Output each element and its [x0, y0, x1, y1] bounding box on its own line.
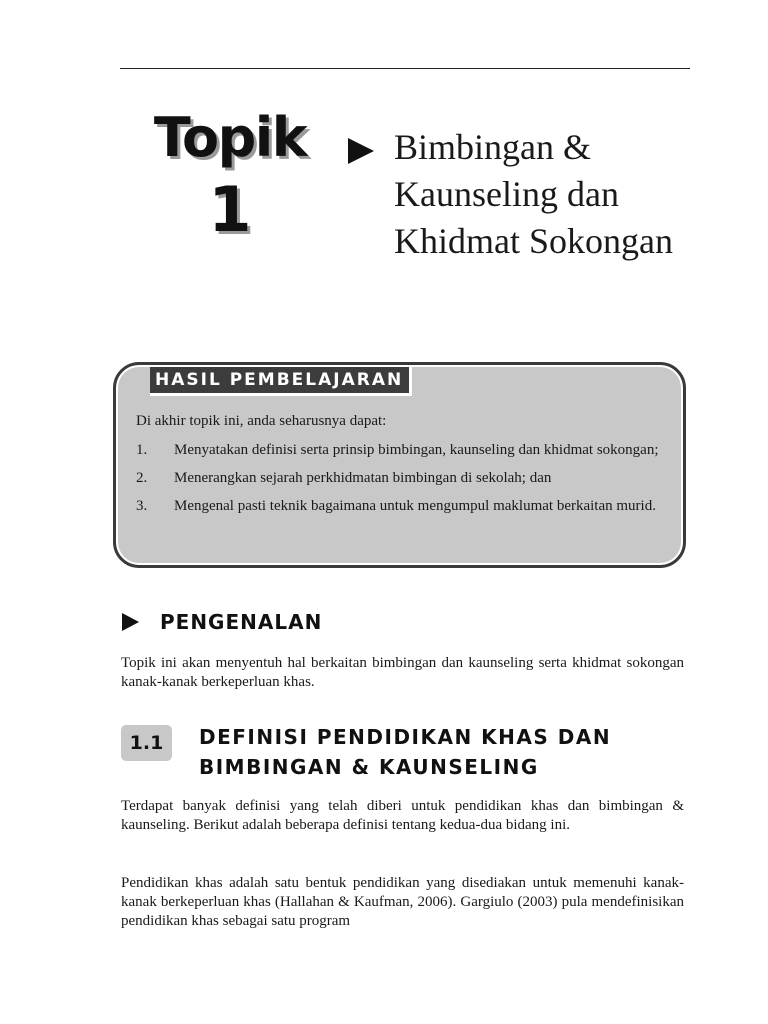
list-item [136, 469, 661, 487]
body-paragraph: Terdapat banyak definisi yang telah diberi untuk pendidikan khas dan bimbingan & kaunseling. Berikut adalah beberapa definisi tentang kedua-dua bidang ini. [121, 798, 684, 833]
list-item [136, 441, 661, 459]
intro-heading: PENGENALAN [160, 610, 323, 634]
list-item-number: 3. [136, 498, 148, 514]
list-item-text: Menyatakan definisi serta prinsip bimbingan, kaunseling dan khidmat sokongan; [174, 442, 659, 458]
topic-word: Topik [153, 106, 307, 169]
learning-outcomes-list [136, 441, 661, 525]
section-number-badge: 1.1 [121, 725, 172, 761]
list-item-number: 2. [136, 470, 148, 486]
topic-badge [120, 105, 340, 247]
section-arrow-icon [122, 613, 139, 631]
list-item-text: Menerangkan sejarah perkhidmatan bimbingan di sekolah; dan [174, 470, 552, 486]
list-item [136, 497, 661, 515]
intro-paragraph: Topik ini akan menyentuh hal berkaitan bimbingan dan kaunseling serta khidmat sokongan kanak-kanak berkeperluan khas. [121, 655, 684, 690]
topic-title: Bimbingan & Kaunseling dan Khidmat Sokongan [394, 127, 673, 261]
learning-outcomes-label: HASIL PEMBELAJARAN [150, 367, 412, 396]
section-title: DEFINISI PENDIDIKAN KHAS DAN BIMBINGAN & KAUNSELING [199, 725, 612, 779]
learning-outcomes-intro: Di akhir topik ini, anda seharusnya dapat: [136, 413, 387, 429]
list-item-text: Mengenal pasti teknik bagaimana untuk mengumpul maklumat berkaitan murid. [174, 498, 656, 514]
title-arrow-icon [348, 138, 374, 164]
topic-number: 1 [208, 173, 252, 246]
list-item-number: 1. [136, 442, 148, 458]
body-paragraph: Pendidikan khas adalah satu bentuk pendidikan yang disediakan untuk memenuhi kanak-kanak berkeperluan khas (Hallahan & Kaufman, 2006). Gargiulo (2003) pula mendefinisikan pendidikan khas sebagai satu program [121, 875, 684, 929]
top-rule [120, 68, 690, 69]
